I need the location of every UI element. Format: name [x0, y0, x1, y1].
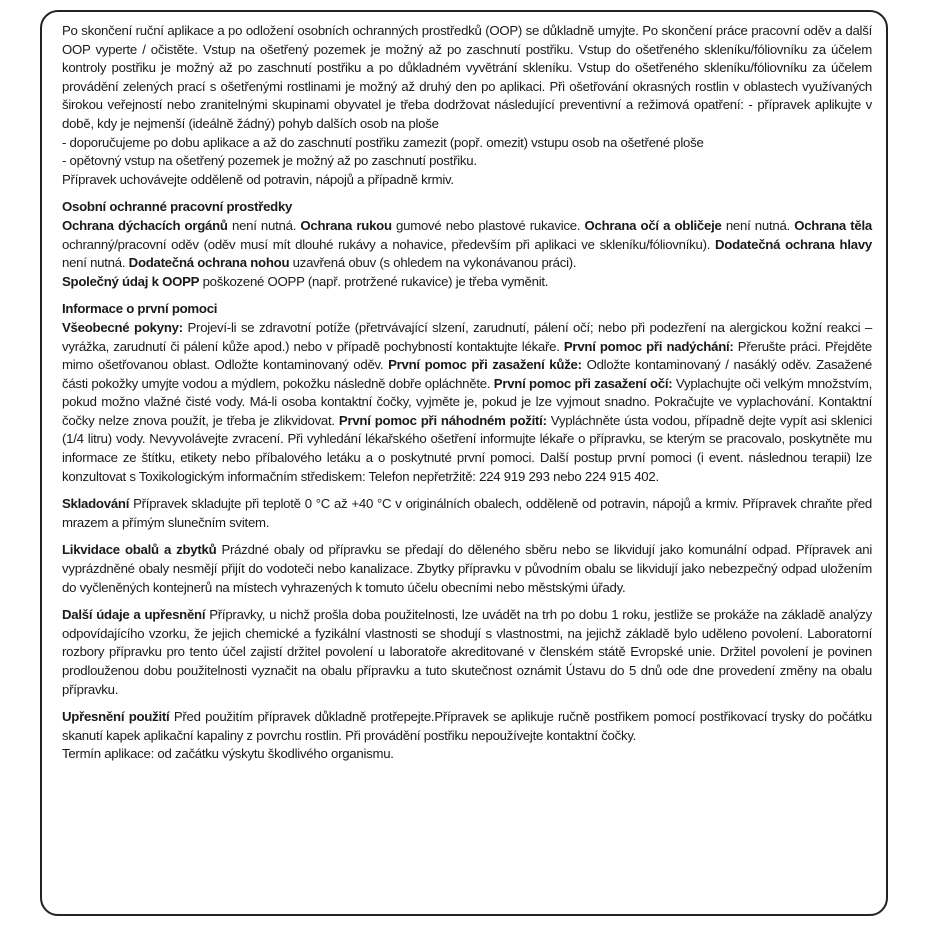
- label-section: [62, 22, 872, 189]
- text-run: Přípravek skladujte při teplotě 0 °C až +40 °C v originálních obalech, odděleně od potravin, nápojů a krmiv. Přípravek chraňte před mrazem a přímým slunečním svitem.: [62, 496, 872, 530]
- text-run: není nutná.: [721, 217, 795, 233]
- text-run: Vyplachujte oči velkým množstvím, pokud možno vlažné čisté vody. Má-li osoba kontaktní čočky, vyjměte je, pokud je lze vyjmout snadno. Pokračujte ve vyplachování. Kontaktní čočky nelze znova použít, je třeba je zlikvidovat.: [62, 375, 872, 428]
- label-paragraph: [62, 606, 872, 699]
- label-paragraph: [62, 134, 872, 153]
- bold-term: První pomoc při zasažení očí:: [493, 375, 673, 391]
- label-paragraph: [62, 541, 872, 597]
- text-run: Přípravky, u nichž prošla doba použitelnosti, lze uvádět na trh po dobu 1 roku, jestliže se prokáže na základě analýzy odpovídajícího vzorku, že jejich chemické a fyzikální vlastnosti se shodují s vlastnostmi, na jejichž základě bylo uděleno povolení. Laboratorní rozbory přípravku pro tento účel zajistí držitel povolení u laboratoře akreditované v členském státě Evropské unie. Držitel povolení je povinen prodlouženou dobu použitelnosti vyznačit na obalu přípravku a tuto skutečnost oznámit Ústavu do 5 dnů ode dne provedení změny na obalu přípravku.: [62, 607, 872, 697]
- label-paragraph: [62, 217, 872, 273]
- text-run: gumové nebo plastové rukavice.: [391, 217, 585, 233]
- label-section: [62, 198, 872, 291]
- label-paragraph: [62, 171, 872, 190]
- bold-term: Skladování: [62, 496, 130, 512]
- bold-term: Likvidace obalů a zbytků: [62, 542, 217, 558]
- bold-term: Společný údaj k OOPP: [62, 273, 200, 289]
- bold-term: První pomoc při nadýchání:: [563, 338, 734, 354]
- label-section: [62, 495, 872, 532]
- text-run: Vypláchněte ústa vodou, případně dejte vypít asi sklenici (1/4 litru) vody. Nevyvolávejte zvracení. Při vyhledání lékařského ošetření informujte lékaře o přípravku, se kterým se pracovalo, poskytněte mu informace ze štítku, etikety nebo příbalového letáku a o poskytnuté první pomoci. Další postup první pomoci (i event. následnou terapii) lze konzultovat s Toxikologickým informačním střediskem: Telefon nepřetržitě: 224 919 293 nebo 224 915 402.: [62, 412, 873, 484]
- label-paragraph: [62, 319, 872, 486]
- label-paragraph: [62, 22, 872, 134]
- bold-term: Dodatečná ochrana hlavy: [715, 236, 872, 252]
- text-run: - doporučujeme po dobu aplikace a až do zaschnutí postřiku zamezit (popř. omezit) vstupu osob na ošetřené ploše: [62, 134, 704, 150]
- bold-term: Ochrana těla: [794, 217, 872, 233]
- text-run: Přípravek uchovávejte odděleně od potravin, nápojů a případně krmiv.: [62, 171, 454, 187]
- bold-term: První pomoc při zasažení kůže:: [388, 357, 582, 373]
- bold-term: Všeobecné pokyny:: [62, 319, 183, 335]
- text-run: Projeví-li se zdravotní potíže (přetrvávající slzení, zarudnutí, pálení očí; nebo při podezření na alergickou kožní reakci – vyrážka, zarudnutí či pálení kůže apod.) nebo v případě pochybností kontaktujte lékaře.: [62, 319, 872, 354]
- text-run: ochranný/pracovní oděv (oděv musí mít dlouhé rukávy a nohavice, především při aplikaci ve skleníku/fóliovníku).: [62, 236, 716, 252]
- text-run: Po skončení ruční aplikace a po odložení osobních ochranných prostředků (OOP) se důkladně umyjte. Po skončení práce pracovní oděv a další OOP vyperte / očistěte. Vstup na ošetřený pozemek je možný až po zaschnutí postřiku. Vstup do ošetřeného skleníku/fóliovníku za účelem kontroly postřiku je možný až po zaschnutí postřiku a po důkladném vyvětrání skleníku. Vstup do ošetřeného skleníku/fóliovníku za účelem provádění zelených prací s ošetřenými rostlinami je možný až druhý den po aplikaci. Při ošetřování okrasných rostlin v oblastech využívaných širokou veřejností nebo zranitelnými skupinami obyvatel je třeba dodržovat následující preventivní a režimová opatření: - přípravek aplikujte v době, kdy je nejmenší (ideálně žádný) pohyb dalších osob na ploše: [62, 23, 872, 131]
- text-run: uzavřená obuv (s ohledem na vykonávanou práci).: [289, 255, 577, 271]
- text-run: Před použitím přípravek důkladně protřepejte.Přípravek se aplikuje ručně postřikem pomocí postřikovací trysky do počátku skanutí kapek aplikační kapaliny z povrchu rostlin. Při provádění postřiku nepoužívejte kontaktní čočky.: [62, 709, 872, 743]
- text-run: není nutná.: [227, 217, 301, 233]
- section-heading: Osobní ochranné pracovní prostředky: [62, 199, 293, 215]
- bold-term: Ochrana očí a obličeje: [584, 217, 722, 233]
- text-run: není nutná.: [62, 255, 129, 271]
- label-paragraph: [62, 708, 872, 745]
- text-run: poškozené OOPP (např. protržené rukavice) je třeba vyměnit.: [199, 273, 549, 289]
- bold-term: První pomoc při náhodném požití:: [338, 412, 547, 428]
- label-section: [62, 300, 872, 486]
- label-section: [62, 541, 872, 597]
- bold-term: Dodatečná ochrana nohou: [128, 255, 290, 271]
- bold-term: Upřesnění použití: [62, 709, 170, 725]
- section-heading: Informace o první pomoci: [62, 301, 218, 317]
- bold-term: Ochrana dýchacích orgánů: [62, 217, 228, 233]
- product-label-panel: [40, 10, 888, 916]
- label-paragraph: [62, 152, 872, 171]
- label-paragraph: [62, 273, 872, 292]
- text-run: Přerušte práci. Přejděte mimo ošetřovanou oblast. Odložte kontaminovaný oděv.: [62, 338, 873, 373]
- label-section: [62, 606, 872, 699]
- label-section: [62, 708, 872, 764]
- label-paragraph: [62, 495, 872, 532]
- label-paragraph: [62, 745, 872, 764]
- text-run: - opětovný vstup na ošetřený pozemek je možný až po zaschnutí postřiku.: [62, 153, 477, 169]
- bold-term: Ochrana rukou: [300, 217, 392, 233]
- bold-term: Další údaje a upřesnění: [62, 607, 206, 623]
- text-run: Prázdné obaly od přípravku se předají do děleného sběru nebo se likvidují jako komunální odpad. Přípravek ani vyprázdněné obaly nesmějí přijít do vodoteči nebo kanalizace. Zbytky přípravku v původním obalu se likvidují jako nebezpečný odpad uložením do vyčleněných kontejnerů na místech vyhrazených k tomuto účelu obecními nebo městskými úřady.: [62, 542, 872, 595]
- text-run: Termín aplikace: od začátku výskytu škodlivého organismu.: [62, 746, 394, 762]
- text-run: Odložte kontaminovaný / nasáklý oděv. Zasažené části pokožky umyjte vodou a mýdlem, pokožku následně dobře opláchněte.: [62, 357, 872, 391]
